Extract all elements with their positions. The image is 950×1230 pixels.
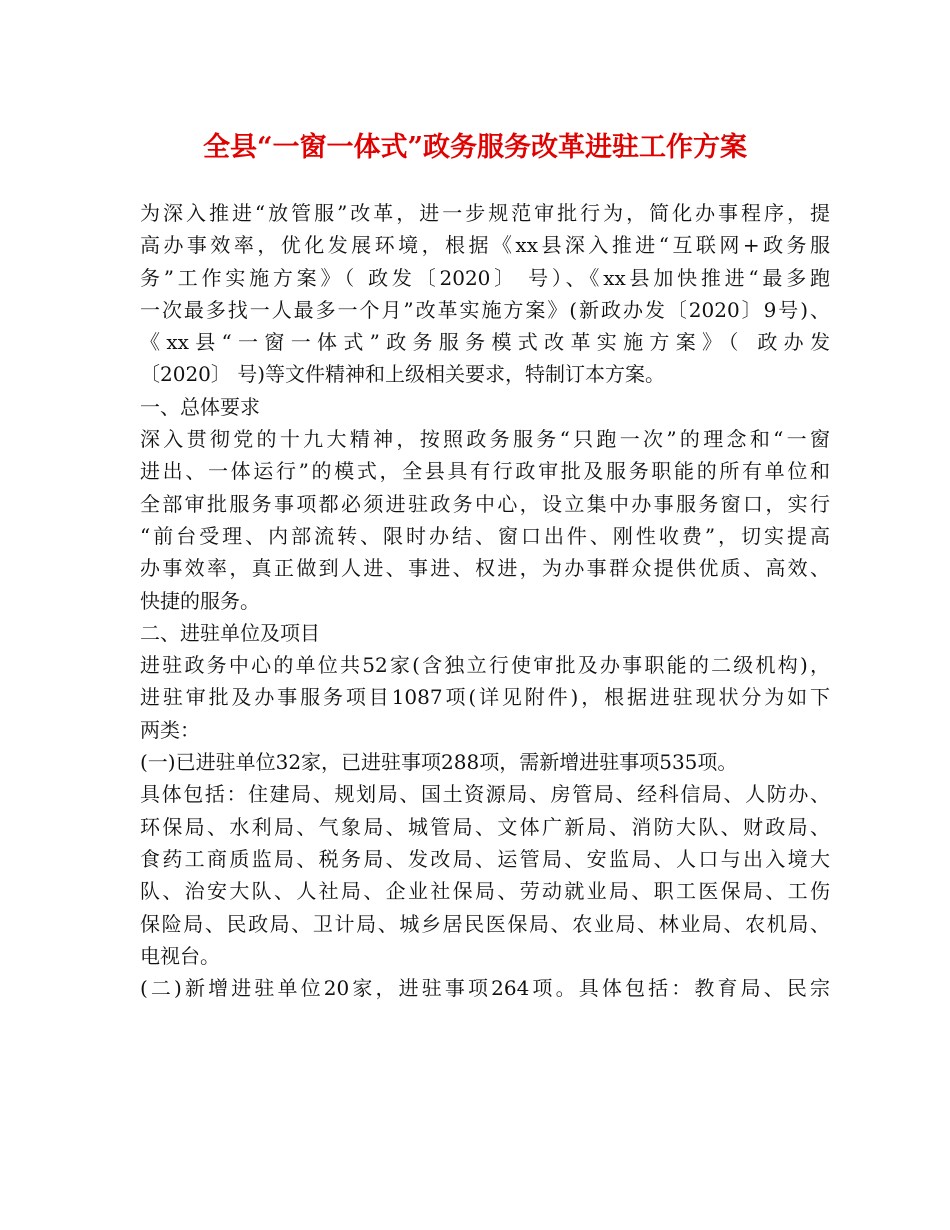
document-body xyxy=(140,197,830,1004)
body-line: 〔2020〕 号)等文件精神和上级相关要求，特制订本方案。 xyxy=(140,362,666,387)
body-line: (二)新增进驻单位20家，进驻事项264项。具体包括：教育局、民宗 xyxy=(140,976,830,1001)
body-line: 一次最多找一人最多一个月”改革实施方案》(新政办发〔2020〕9号)、 xyxy=(140,297,830,322)
body-line: (一)已进驻单位32家，已进驻事项288项，需新增进驻事项535项。 xyxy=(140,750,738,775)
body-line: 进驻政务中心的单位共52家(含独立行使审批及办事职能的二级机构)， xyxy=(140,653,830,678)
section-heading: 二、进驻单位及项目 xyxy=(140,620,320,645)
section-heading: 一、总体要求 xyxy=(140,394,260,419)
body-line: 全部审批服务事项都必须进驻政务中心，设立集中办事服务窗口，实行 xyxy=(140,491,830,516)
body-line: 队、治安大队、人社局、企业社保局、劳动就业局、职工医保局、工伤 xyxy=(140,879,830,904)
body-line: 务”工作实施方案》（ 政发〔2020〕 号）、《xx县加快推进“最多跑 xyxy=(140,265,830,290)
body-line: 具体包括：住建局、规划局、国土资源局、房管局、经科信局、人防办、 xyxy=(140,782,830,807)
body-line: 进驻审批及办事服务项目1087项(详见附件)，根据进驻现状分为如下 xyxy=(140,685,830,710)
body-line: “前台受理、内部流转、限时办结、窗口出件、刚性收费”，切实提高 xyxy=(140,523,830,548)
body-line: 办事效率，真正做到人进、事进、权进，为办事群众提供优质、高效、 xyxy=(140,556,830,581)
body-line: 两类： xyxy=(140,717,200,742)
body-line: 进出、一体运行”的模式，全县具有行政审批及服务职能的所有单位和 xyxy=(140,459,830,484)
body-line: 电视台。 xyxy=(140,943,220,968)
body-line: 快捷的服务。 xyxy=(140,588,260,613)
body-line: 为深入推进“放管服”改革，进一步规范审批行为，简化办事程序，提 xyxy=(140,201,830,225)
document-title: 全县“一窗一体式”政务服务改革进驻工作方案 xyxy=(202,132,748,163)
body-line: 食药工商质监局、税务局、发改局、运管局、安监局、人口与出入境大 xyxy=(140,846,830,871)
body-line: 《xx县“一窗一体式”政务服务模式改革实施方案》（ 政办发 xyxy=(140,330,830,355)
body-line: 深入贯彻党的十九大精神，按照政务服务“只跑一次”的理念和“一窗 xyxy=(140,427,830,452)
body-line: 保险局、民政局、卫计局、城乡居民医保局、农业局、林业局、农机局、 xyxy=(140,911,830,936)
body-line: 高办事效率，优化发展环境，根据《xx县深入推进“互联网+政务服 xyxy=(140,233,830,258)
body-line: 环保局、水利局、气象局、城管局、文体广新局、消防大队、财政局、 xyxy=(140,814,830,839)
